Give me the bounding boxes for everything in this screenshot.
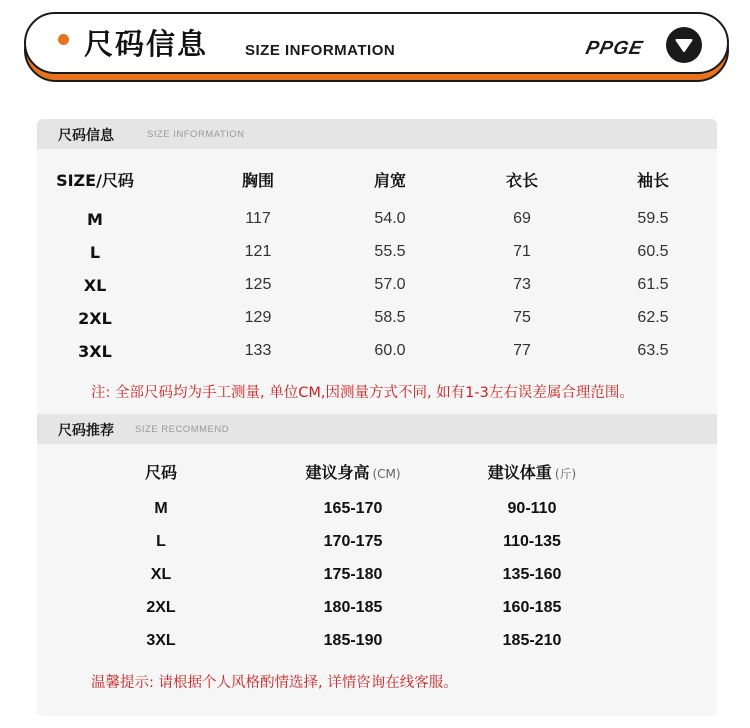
size-info-value-cell: 77 — [513, 342, 531, 359]
size-info-value-cell: 62.5 — [637, 309, 669, 326]
size-info-column-header: 肩宽 — [373, 171, 407, 190]
size-info-column-header: 胸围 — [241, 171, 275, 190]
chevron-down-icon — [666, 27, 702, 63]
size-info-value-cell: 117 — [245, 210, 271, 227]
size-info-title: 尺码信息 — [58, 128, 114, 144]
size-recommend-column-header — [488, 460, 576, 483]
size-info-value-cell: 57.0 — [374, 276, 406, 293]
size-recommend-size-cell: XL — [150, 566, 172, 583]
size-recommend-value-cell: 90-110 — [507, 500, 557, 517]
size-info-size-cell: 3XL — [78, 342, 112, 361]
column-label: 建议身高 — [305, 463, 370, 482]
size-recommend-value-cell: 170-175 — [323, 533, 383, 550]
size-recommend-value-cell: 175-180 — [323, 566, 383, 583]
size-info-value-cell: 58.5 — [374, 309, 406, 326]
size-info-value-cell: 59.5 — [637, 210, 669, 227]
size-recommend-value-cell: 160-185 — [502, 599, 562, 616]
size-info-column-header: 衣长 — [505, 171, 539, 190]
size-recommend-section-header — [37, 414, 717, 444]
size-recommend-value-cell: 180-185 — [323, 599, 383, 616]
column-label: 建议体重 — [487, 463, 552, 482]
size-info-size-cell: L — [89, 243, 101, 262]
size-info-value-cell: 75 — [513, 309, 531, 326]
size-recommend-size-cell: M — [154, 500, 168, 517]
size-recommend-size-cell: 2XL — [146, 599, 176, 616]
size-info-value-cell: 60.5 — [637, 243, 669, 260]
size-info-column-header: 袖长 — [636, 171, 670, 190]
size-recommend-value-cell: 110-135 — [503, 533, 561, 550]
size-recommend-value-cell: 135-160 — [502, 566, 562, 583]
size-info-size-cell: 2XL — [78, 309, 112, 328]
size-info-subtitle: SIZE INFORMATION — [147, 129, 245, 140]
size-recommend-column-header — [145, 460, 177, 483]
size-info-value-cell: 121 — [244, 243, 272, 260]
size-recommend-column-header — [305, 460, 400, 483]
size-info-value-cell: 133 — [244, 342, 272, 359]
column-label: 尺码 — [144, 463, 178, 482]
size-info-section-header — [37, 119, 717, 149]
size-info-value-cell: 63.5 — [637, 342, 669, 359]
recommend-tip: 温馨提示: 请根据个人风格酌情选择, 详情咨询在线客服。 — [91, 675, 458, 691]
size-info-value-cell: 73 — [513, 276, 531, 293]
measurement-note: 注: 全部尺码均为手工测量, 单位CM,因测量方式不同, 如有1-3左右误差属合理范围。 — [91, 385, 634, 401]
size-info-column-header: SIZE/尺码 — [56, 171, 134, 190]
size-recommend-title: 尺码推荐 — [58, 423, 114, 439]
size-info-value-cell: 54.0 — [374, 210, 406, 227]
size-recommend-value-cell: 165-170 — [323, 500, 383, 517]
size-recommend-size-cell: 3XL — [146, 632, 176, 649]
scroll-down-button[interactable] — [666, 27, 702, 63]
page-title: 尺码信息 — [84, 27, 209, 61]
bullet-dot-icon — [58, 34, 69, 45]
size-info-size-cell: XL — [83, 276, 107, 295]
size-info-size-cell: M — [87, 210, 103, 229]
size-info-value-cell: 125 — [244, 276, 272, 293]
size-recommend-value-cell: 185-190 — [323, 632, 383, 649]
column-unit: (CM) — [372, 467, 401, 481]
brand-logo: PPGE — [583, 38, 646, 59]
size-info-value-cell: 61.5 — [637, 276, 669, 293]
size-info-value-cell: 60.0 — [374, 342, 406, 359]
size-card — [37, 119, 717, 716]
size-recommend-value-cell: 185-210 — [502, 632, 562, 649]
size-info-value-cell: 55.5 — [374, 243, 406, 260]
size-recommend-subtitle: SIZE RECOMMEND — [135, 424, 230, 435]
size-info-value-cell: 129 — [244, 309, 272, 326]
size-info-value-cell: 71 — [513, 243, 531, 260]
header-banner — [24, 12, 729, 74]
size-recommend-size-cell: L — [156, 533, 166, 550]
size-info-value-cell: 69 — [513, 210, 531, 227]
column-unit: (斤) — [554, 467, 577, 481]
page-subtitle: SIZE INFORMATION — [245, 42, 396, 59]
